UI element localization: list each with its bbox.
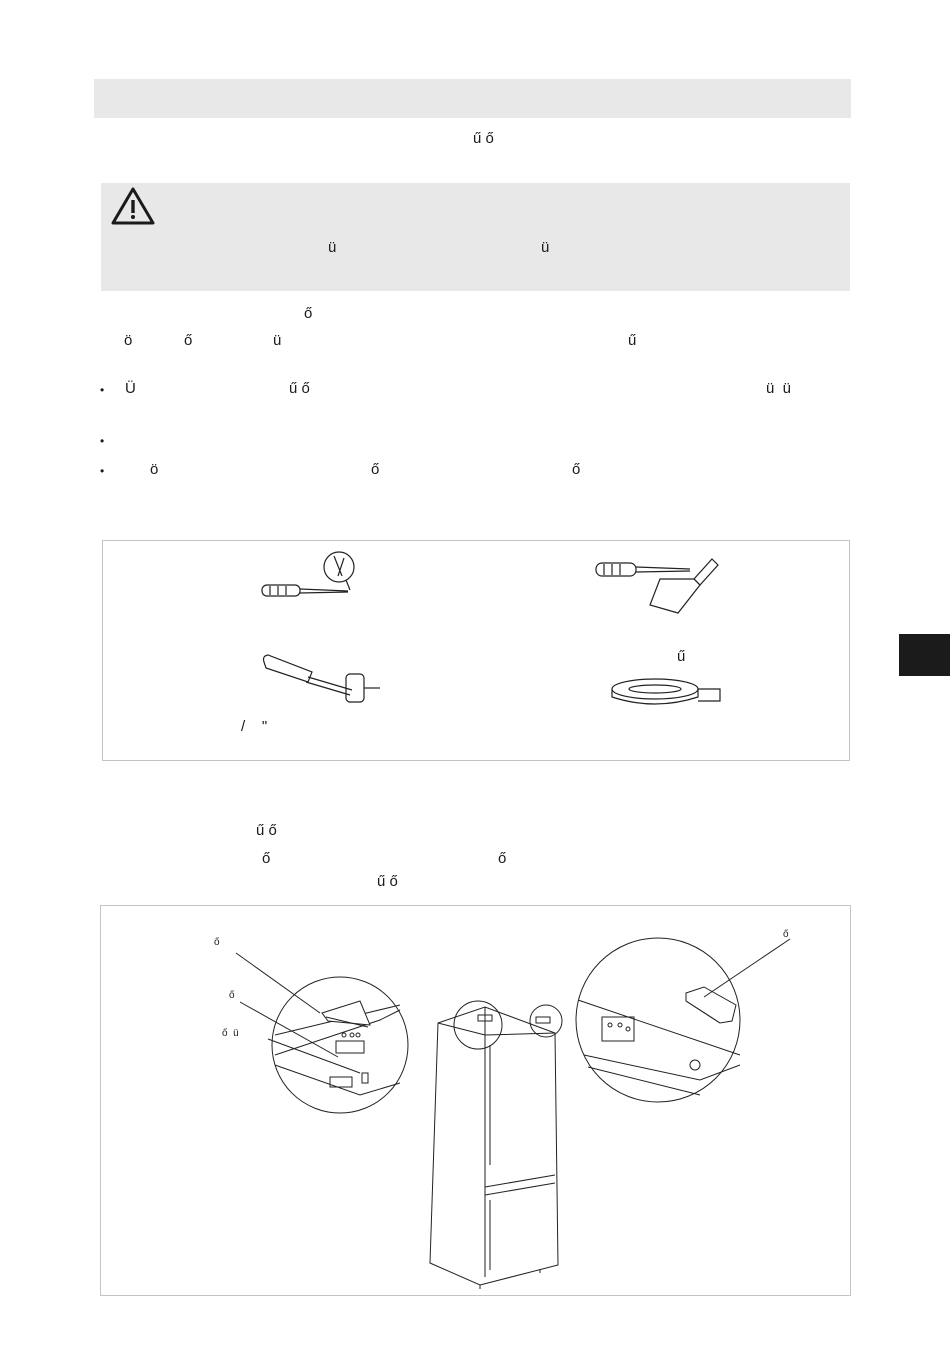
bullet-text: ö [150, 461, 159, 478]
intro-line: ű ő [473, 130, 494, 147]
callout-label: ő [783, 929, 789, 940]
warning-panel [101, 183, 850, 291]
detail-circle-left [272, 977, 408, 1113]
bullet-text: ü ü [766, 380, 792, 397]
side-tab [899, 634, 950, 676]
body-text: ő [184, 332, 193, 349]
section-header-bar [94, 79, 851, 118]
screwdriver-icon [258, 550, 368, 605]
tools-panel [102, 540, 850, 761]
bullet-text: ő [371, 461, 380, 478]
step-text: ű ő [256, 822, 277, 839]
hammer-icon [260, 652, 385, 704]
bullet-text: ű ő [289, 380, 310, 397]
callout-label: ő [229, 990, 235, 1001]
callout-label: ő [214, 937, 220, 948]
bullet-text: Ü [125, 380, 136, 397]
screwdriver-scraper-icon [594, 555, 724, 625]
tape-label: ű [677, 648, 686, 665]
body-text: ö [124, 332, 133, 349]
tape-roll-icon [610, 675, 725, 710]
step-text: ű ő [377, 873, 398, 890]
step-text: ő [262, 850, 271, 867]
bullet: • [100, 434, 105, 448]
warning-text-char: ü [328, 239, 337, 256]
warning-triangle-icon [111, 186, 155, 226]
step-text: ő [498, 850, 507, 867]
hammer-label: / " [241, 718, 268, 735]
fridge-diagram [100, 905, 849, 1294]
bullet: • [100, 464, 105, 478]
bullet-text: ő [572, 461, 581, 478]
body-text: ü [273, 332, 282, 349]
bullet: • [100, 383, 105, 397]
body-text: ő [304, 305, 313, 322]
warning-text-char: ü [541, 239, 550, 256]
callout-label: ő ü [222, 1028, 239, 1039]
body-text: ű [628, 332, 637, 349]
